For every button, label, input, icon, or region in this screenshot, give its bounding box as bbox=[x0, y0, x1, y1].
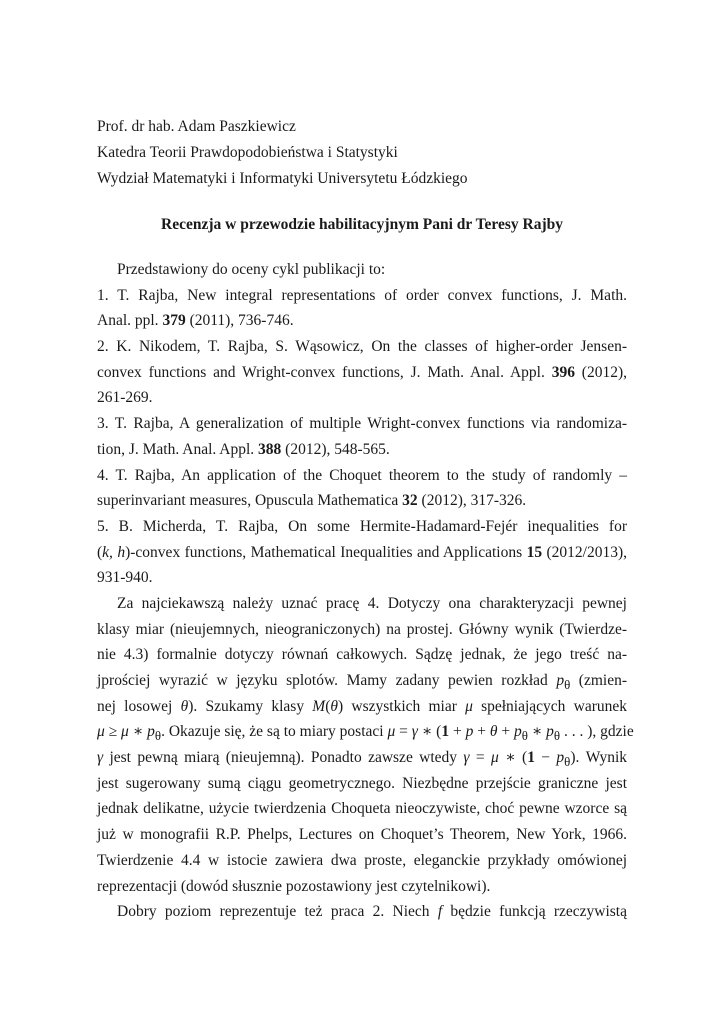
text-line: tion, J. Math. Anal. Appl. 388 (2012), 548-565. bbox=[97, 440, 390, 458]
text-line: 1. T. Rajba, New integral representations of order convex functions, J. Math. bbox=[97, 286, 627, 304]
text-line: Przedstawiony do oceny cykl publikacji to: bbox=[117, 261, 386, 278]
department-line: Katedra Teorii Prawdopodobieństwa i Statystyki bbox=[97, 144, 398, 161]
text-line: Za najciekawszą należy uznać pracę 4. Dotyczy ona charakteryzacji pewnej bbox=[117, 594, 627, 612]
text-line: Twierdzenie 4.4 w istocie zawiera dwa proste, eleganckie przykłady omówionej bbox=[97, 851, 627, 869]
text-line: 261-269. bbox=[97, 389, 153, 407]
text-line: reprezentacji (dowód słusznie pozostawiony jest czytelnikowi). bbox=[97, 877, 491, 895]
text-line: superinvariant measures, Opuscula Mathematica 32 (2012), 317-326. bbox=[97, 492, 527, 510]
text-line: Anal. ppl. 379 (2011), 736-746. bbox=[97, 312, 294, 330]
text-line: nie 4.3) formalnie dotyczy równań całkowych. Sądzę jednak, że jego treść na- bbox=[97, 646, 627, 664]
text-line: 931-940. bbox=[97, 569, 153, 587]
letter-header bbox=[97, 114, 468, 192]
text-line: 2. K. Nikodem, T. Rajba, S. Wąsowicz, On the classes of higher-order Jensen- bbox=[97, 338, 627, 356]
review-title: Recenzja w przewodzie habilitacyjnym Pani dr Teresy Rajby bbox=[161, 216, 563, 233]
text-line: Dobry poziom reprezentuje też praca 2. Niech f będzie funkcją rzeczywistą bbox=[117, 903, 627, 921]
text-line: jest sugerowany sumą ciągu geometrycznego. Niezbędne przejście graniczne jest bbox=[97, 774, 627, 792]
text-line: 4. T. Rajba, An application of the Choquet theorem to the study of randomly – bbox=[97, 466, 627, 484]
review-body bbox=[97, 257, 634, 925]
author-line: Prof. dr hab. Adam Paszkiewicz bbox=[97, 118, 296, 135]
text-line: convex functions and Wright-convex functions, J. Math. Anal. Appl. 396 (2012), bbox=[97, 363, 627, 381]
text-line: γ jest pewną miarą (nieujemną). Ponadto zawsze wtedy γ = μ ∗ $(1 - p_\theta)$. Wynik bbox=[97, 749, 628, 770]
text-line: (k, h)-convex functions, Mathematical Inequalities and Applications 15 (2012/2013), bbox=[97, 543, 627, 561]
text-line: μ ≥ μ ∗ $p_\theta$. Okazuje się, że są to miary postaci μ = γ ∗ ($1 + p + \theta + p_\theta$ ∗ $p_\theta$ . . . ), gdzie bbox=[97, 723, 634, 744]
text-line: nej losowej θ). Szukamy klasy M(θ) wszystkich miar μ spełniających warunek bbox=[97, 697, 627, 715]
text-line: jednak delikatne, użycie twierdzenia Choqueta nieoczywiste, choć pewne wzorce są bbox=[97, 800, 627, 818]
text-line: już w monografii R.P. Phelps, Lectures on Choquet’s Theorem, New York, 1966. bbox=[97, 826, 627, 844]
text-line: klasy miar (nieujemnych, nieograniczonych) na prostej. Główny wynik (Twierdze- bbox=[97, 620, 627, 638]
text-line: jprościej wyrazić w języku splotów. Mamy zadany pewien rozkład $p_\theta$ (zmien- bbox=[97, 672, 627, 693]
faculty-line: Wydział Matematyki i Informatyki Universytetu Łódzkiego bbox=[97, 170, 468, 187]
text-line: 3. T. Rajba, A generalization of multiple Wright-convex functions via randomiza- bbox=[97, 415, 627, 433]
text-line: 5. B. Micherda, T. Rajba, On some Hermite-Hadamard-Fejér inequalities for bbox=[97, 517, 627, 535]
